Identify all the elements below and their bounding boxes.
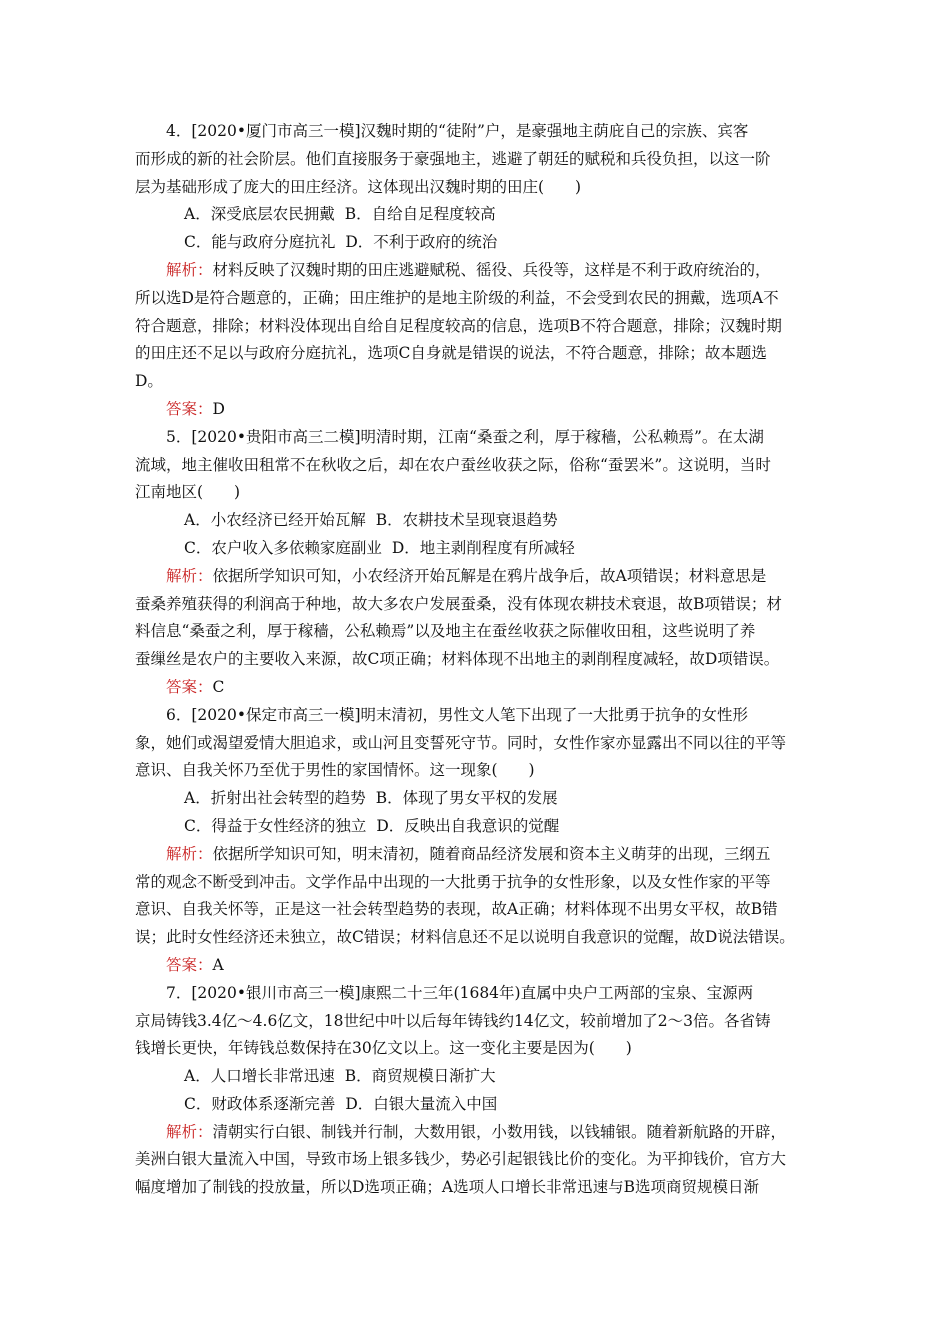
analysis-line: 所以选D是符合题意的，正确；田庄维护的是地主阶级的利益，不会受到农民的拥戴，选项A不 — [135, 288, 779, 307]
question-stem-line: 京局铸钱3.4亿～4.6亿文，18世纪中叶以后每年铸钱约14亿文，较前增加了2～3倍。各省铸 — [135, 1011, 771, 1030]
option-b: B．自给自足程度较高 — [344, 205, 496, 224]
options-row — [135, 229, 817, 257]
option-c: C．财政体系逐渐完善 — [184, 1094, 336, 1113]
answer-value: D — [212, 399, 225, 418]
analysis-text: 依据所学知识可知，小农经济开始瓦解是在鸦片战争后，故A项错误；材料意思是 — [212, 566, 767, 585]
option-c: C．能与政府分庭抗礼 — [184, 233, 336, 252]
option-a: A．深受底层农民拥戴 — [184, 205, 335, 224]
answer-line — [135, 952, 817, 980]
question-stem-line: 4．[2020•厦门市高三一模]汉魏时期的“徒附”户，是豪强地主荫庇自己的宗族、宾客 — [166, 122, 749, 140]
analysis-line: 符合题意，排除；材料没体现出自给自足程度较高的信息，选项B不符合题意，排除；汉魏时期 — [135, 316, 782, 335]
option-a: A．小农经济已经开始瓦解 — [184, 511, 366, 530]
question-stem-line: 7．[2020•银川市高三一模]康熙二十三年(1684年)直属中央户工两部的宝泉、宝源两 — [166, 983, 754, 1002]
analysis-line — [135, 257, 817, 285]
option-b: B．体现了男女平权的发展 — [375, 789, 558, 808]
analysis-text: 依据所学知识可知，明末清初，随着商品经济发展和资本主义萌芽的出现，三纲五 — [212, 844, 771, 863]
analysis-line — [135, 1119, 817, 1147]
analysis-line: 蚕缫丝是农户的主要收入来源，故C项正确；材料体现不出地主的剥削程度减轻，故D项错误。 — [135, 650, 780, 669]
analysis-line: 幅度增加了制钱的投放量，所以D选项正确；A选项人口增长非常迅速与B选项商贸规模日渐 — [135, 1178, 760, 1197]
analysis-label: 解析： — [166, 566, 213, 585]
question-stem-line: 钱增长更快，年铸钱总数保持在30亿文以上。这一变化主要是因为( ) — [135, 1039, 632, 1058]
option-d: D．反映出自我意识的觉醒 — [376, 816, 560, 835]
analysis-line — [135, 841, 817, 869]
answer-label: 答案： — [166, 399, 213, 418]
option-d: D．不利于政府的统治 — [345, 233, 498, 252]
option-b: B．农耕技术呈现衰退趋势 — [375, 511, 558, 530]
option-a: A．人口增长非常迅速 — [184, 1067, 335, 1086]
question-stem-line: 意识、自我关怀乃至优于男性的家国情怀。这一现象( ) — [135, 761, 535, 780]
option-d: D．地主剥削程度有所减轻 — [391, 538, 575, 557]
option-d: D．白银大量流入中国 — [345, 1094, 498, 1113]
option-b: B．商贸规模日渐扩大 — [344, 1067, 496, 1086]
question-stem-line: 流域，地主催收田租常不在秋收之后，却在农户蚕丝收获之际，俗称“蚕罢米”。这说明，当时 — [135, 455, 771, 474]
analysis-line: D。 — [135, 372, 163, 391]
answer-label: 答案： — [166, 677, 213, 696]
option-a: A．折射出社会转型的趋势 — [184, 789, 366, 808]
options-row — [135, 1063, 817, 1091]
question-6 — [135, 702, 817, 980]
question-stem-line: 5．[2020•贵阳市高三二模]明清时期，江南“桑蚕之利，厚于稼穑，公私赖焉”。在太湖 — [166, 427, 764, 446]
analysis-label: 解析： — [166, 1122, 213, 1141]
options-row — [135, 201, 817, 229]
analysis-label: 解析： — [166, 260, 213, 279]
question-stem-line: 层为基础形成了庞大的田庄经济。这体现出汉魏时期的田庄( ) — [135, 177, 582, 196]
analysis-line: 美洲白银大量流入中国，导致市场上银多钱少，势必引起银钱比价的变化。为平抑钱价，官方大 — [135, 1150, 787, 1169]
answer-line — [135, 674, 817, 702]
analysis-line: 料信息“桑蚕之利，厚于稼穑，公私赖焉”以及地主在蚕丝收获之际催收田租，这些说明了养 — [135, 622, 756, 641]
question-5 — [135, 424, 817, 702]
analysis-line: 误；此时女性经济还未独立，故C错误；材料信息还不足以说明自我意识的觉醒，故D说法错误。 — [135, 928, 795, 947]
question-stem-line: 象，她们或渴望爱情大胆追求，或山河且变誓死守节。同时，女性作家亦显露出不同以往的平等 — [135, 733, 787, 752]
analysis-line — [135, 563, 817, 591]
question-stem-line: 江南地区( ) — [135, 483, 241, 502]
options-row — [135, 785, 817, 813]
options-row — [135, 535, 817, 563]
option-c: C．农户收入多依赖家庭副业 — [184, 538, 382, 557]
options-row — [135, 813, 817, 841]
document-page — [135, 118, 817, 1202]
question-4 — [135, 118, 817, 424]
analysis-label: 解析： — [166, 844, 213, 863]
answer-line — [135, 396, 817, 424]
analysis-line: 的田庄还不足以与政府分庭抗礼，选项C自身就是错误的说法，不符合题意，排除；故本题选 — [135, 344, 767, 363]
answer-value: A — [212, 955, 224, 974]
answer-value: C — [212, 677, 225, 696]
analysis-text: 清朝实行白银、制钱并行制，大数用银，小数用钱，以钱辅银。随着新航路的开辟， — [212, 1122, 787, 1141]
question-stem-line: 6．[2020•保定市高三一模]明末清初，男性文人笔下出现了一大批勇于抗争的女性形 — [166, 705, 749, 724]
option-c: C．得益于女性经济的独立 — [184, 816, 367, 835]
analysis-line: 常的观念不断受到冲击。文学作品中出现的一大批勇于抗争的女性形象，以及女性作家的平等 — [135, 872, 771, 891]
analysis-text: 材料反映了汉魏时期的田庄逃避赋税、徭役、兵役等，这样是不利于政府统治的， — [212, 260, 771, 279]
question-7 — [135, 980, 817, 1202]
analysis-line: 意识、自我关怀等，正是这一社会转型趋势的表现，故A正确；材料体现不出男女平权，故B错 — [135, 900, 778, 919]
question-stem-line: 而形成的新的社会阶层。他们直接服务于豪强地主，逃避了朝廷的赋税和兵役负担，以这一阶 — [135, 149, 771, 168]
analysis-line: 蚕桑养殖获得的利润高于种地，故大多农户发展蚕桑，没有体现农耕技术衰退，故B项错误；材 — [135, 594, 782, 613]
options-row — [135, 507, 817, 535]
options-row — [135, 1091, 817, 1119]
answer-label: 答案： — [166, 955, 213, 974]
